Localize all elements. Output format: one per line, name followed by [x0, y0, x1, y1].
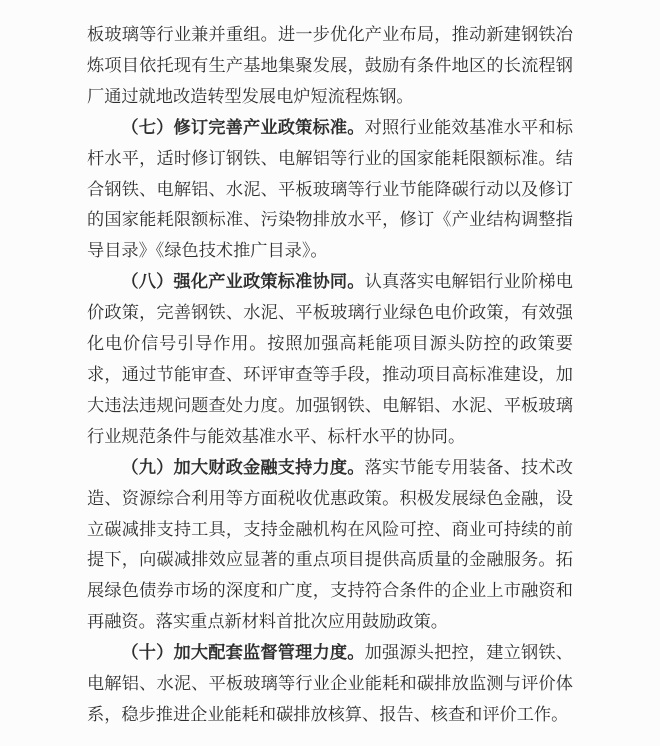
- paragraph-lead: （八）强化产业政策标准协同。: [121, 272, 365, 292]
- paragraph-body: 落实节能专用装备、技术改造、资源综合利用等方面税收优惠政策。积极发展绿色金融，设立碳减排支持工具，支持金融机构在风险可控、商业可持续的前提下，向碳减排效应显著的重点项目提供高质量的金融服务。拓展绿色债券市场的深度和广度，支持符合条件的企业上市融资和再融资。落实重点新材料首批次应用鼓励政策。: [87, 457, 573, 632]
- paragraph: [87, 267, 573, 452]
- paragraph-lead: （七）修订完善产业政策标准。: [121, 117, 365, 137]
- paragraph-lead: （十）加大配套监督管理力度。: [121, 643, 365, 663]
- paragraph: [87, 638, 573, 731]
- paragraph: [87, 113, 573, 268]
- paragraph-lead: （九）加大财政金融支持力度。: [121, 457, 365, 477]
- paragraph-body: 加强源头把控，建立钢铁、电解铝、水泥、平板玻璃等行业企业能耗和碳排放监测与评价体系，稳步推进企业能耗和碳排放核算、报告、核查和评价工作。: [87, 643, 573, 724]
- paragraph: [87, 453, 573, 638]
- document-body: [87, 20, 573, 731]
- paragraph: [87, 20, 573, 113]
- paragraph-body: 认真落实电解铝行业阶梯电价政策，完善钢铁、水泥、平板玻璃行业绿色电价政策，有效强化电价信号引导作用。按照加强高耗能项目源头防控的政策要求，通过节能审查、环评审查等手段，推动项目高标准建设，加大违法违规问题查处力度。加强钢铁、电解铝、水泥、平板玻璃行业规范条件与能效基准水平、标杆水平的协同。: [87, 272, 573, 446]
- paragraph-body: 对照行业能效基准水平和标杆水平，适时修订钢铁、电解铝等行业的国家能耗限额标准。结合钢铁、电解铝、水泥、平板玻璃等行业节能降碳行动以及修订的国家能耗限额标准、污染物排放水平，修订《产业结构调整指导目录》《绿色技术推广目录》。: [87, 117, 573, 261]
- paragraph-body: 板玻璃等行业兼并重组。进一步优化产业布局，推动新建钢铁冶炼项目依托现有生产基地集聚发展，鼓励有条件地区的长流程钢厂通过就地改造转型发展电炉短流程炼钢。: [87, 25, 573, 106]
